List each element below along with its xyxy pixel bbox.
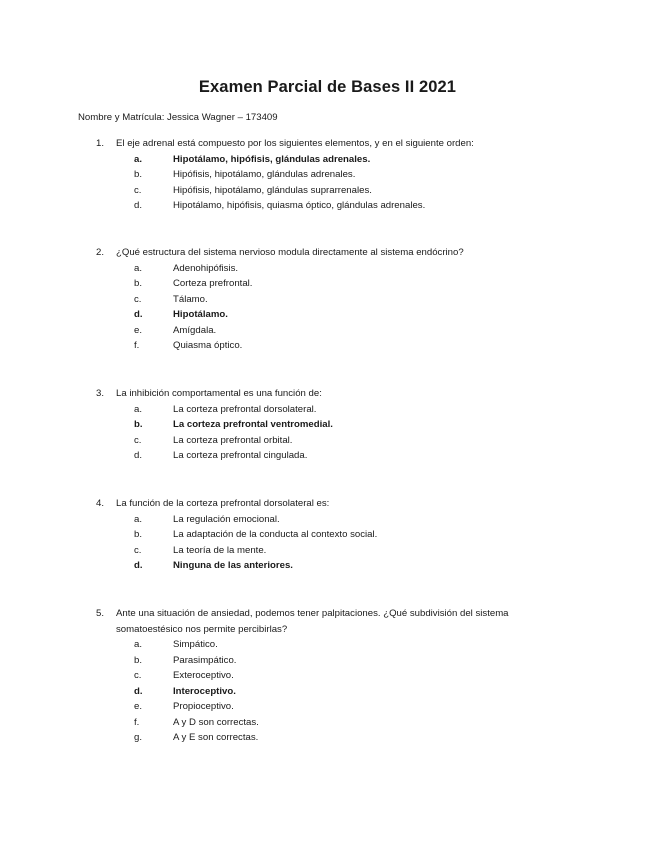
option-text: La corteza prefrontal orbital. xyxy=(173,434,293,446)
question-4 xyxy=(96,496,566,574)
option-3a xyxy=(96,402,566,418)
option-letter: b. xyxy=(134,419,143,430)
option-3b xyxy=(96,417,566,433)
option-letter: g. xyxy=(134,732,143,743)
option-1b xyxy=(96,167,566,183)
option-list xyxy=(96,402,566,464)
option-1c xyxy=(96,183,566,199)
option-letter: a. xyxy=(134,153,143,165)
option-letter: a. xyxy=(134,513,143,525)
option-4a xyxy=(96,512,566,528)
option-letter: d. xyxy=(134,309,143,320)
question-number: 1. xyxy=(96,138,105,149)
option-text: Exteroceptivo. xyxy=(173,670,234,681)
option-text: La teoría de la mente. xyxy=(173,544,267,556)
option-letter: a. xyxy=(134,403,143,415)
option-text: Hipófisis, hipotálamo, glándulas adrenales. xyxy=(173,169,356,180)
option-5c xyxy=(96,668,566,684)
option-text: Hipotálamo. xyxy=(173,309,228,320)
option-letter: b. xyxy=(134,169,143,180)
option-text: Hipotálamo, hipófisis, glándulas adrenales. xyxy=(173,153,371,165)
option-text: La regulación emocional. xyxy=(173,513,280,525)
option-5e xyxy=(96,699,566,715)
option-letter: d. xyxy=(134,685,143,697)
question-text: La función de la corteza prefrontal dorsolateral es: xyxy=(116,498,330,509)
option-text: Tálamo. xyxy=(173,293,208,305)
option-letter: c. xyxy=(134,544,142,556)
option-text: Simpático. xyxy=(173,639,218,650)
option-text: La corteza prefrontal ventromedial. xyxy=(173,419,333,430)
option-5g xyxy=(96,730,566,746)
option-letter: e. xyxy=(134,324,143,336)
option-list xyxy=(96,261,566,354)
student-name-line: Nombre y Matrícula: Jessica Wagner – 173409 xyxy=(78,112,278,123)
option-letter: c. xyxy=(134,184,142,196)
option-5b xyxy=(96,653,566,669)
question-5 xyxy=(96,606,566,746)
option-text: Corteza prefrontal. xyxy=(173,278,253,289)
option-text: Parasimpático. xyxy=(173,654,237,666)
option-letter: d. xyxy=(134,560,143,571)
option-text: Quiasma óptico. xyxy=(173,340,243,351)
option-4d xyxy=(96,558,566,574)
option-text: Interoceptivo. xyxy=(173,685,236,697)
option-2c xyxy=(96,292,566,308)
question-number: 3. xyxy=(96,388,105,399)
question-2 xyxy=(96,245,566,354)
document-title: Examen Parcial de Bases II 2021 xyxy=(198,78,457,96)
option-text: Adenohipófisis. xyxy=(173,262,239,274)
option-text: A y D son correctas. xyxy=(173,716,259,728)
option-list xyxy=(96,512,566,574)
option-letter: b. xyxy=(134,654,143,666)
option-text: Propioceptivo. xyxy=(173,701,234,712)
option-letter: c. xyxy=(134,670,142,681)
option-2b xyxy=(96,276,566,292)
question-3 xyxy=(96,386,566,464)
option-text: Hipófisis, hipotálamo, glándulas suprarrenales. xyxy=(173,184,372,196)
option-4c xyxy=(96,543,566,559)
option-letter: b. xyxy=(134,278,143,289)
option-1a xyxy=(96,152,566,168)
option-letter: e. xyxy=(134,701,143,712)
option-list xyxy=(96,152,566,214)
question-number: 5. xyxy=(96,608,105,619)
option-5f xyxy=(96,715,566,731)
option-letter: c. xyxy=(134,293,142,305)
option-letter: c. xyxy=(134,434,142,446)
option-text: La adaptación de la conducta al contexto social. xyxy=(173,529,378,540)
option-3d xyxy=(96,448,566,464)
option-3c xyxy=(96,433,566,449)
option-2a xyxy=(96,261,566,277)
question-text: La inhibición comportamental es una función de: xyxy=(116,388,322,399)
option-4b xyxy=(96,527,566,543)
option-list xyxy=(96,637,566,746)
question-text: Ante una situación de ansiedad, podemos tener palpitaciones. ¿Qué subdivisión del sistema somatoestésico nos permite percibirlas? xyxy=(116,608,509,635)
option-2e xyxy=(96,323,566,339)
option-1d xyxy=(96,198,566,214)
option-text: Ninguna de las anteriores. xyxy=(173,560,293,571)
option-letter: b. xyxy=(134,529,143,540)
question-number: 2. xyxy=(96,247,105,258)
option-5a xyxy=(96,637,566,653)
option-5d xyxy=(96,684,566,700)
option-text: La corteza prefrontal cingulada. xyxy=(173,450,308,461)
option-2f xyxy=(96,338,566,354)
option-text: La corteza prefrontal dorsolateral. xyxy=(173,403,317,415)
question-text: El eje adrenal está compuesto por los siguientes elementos, y en el siguiente orden: xyxy=(116,138,474,149)
option-letter: a. xyxy=(134,262,143,274)
question-text: ¿Qué estructura del sistema nervioso modula directamente al sistema endócrino? xyxy=(116,247,464,258)
question-1 xyxy=(96,136,566,214)
option-letter: f. xyxy=(134,340,140,351)
option-letter: d. xyxy=(134,200,143,211)
option-text: Amígdala. xyxy=(173,324,217,336)
option-text: Hipotálamo, hipófisis, quiasma óptico, glándulas adrenales. xyxy=(173,200,426,211)
option-2d xyxy=(96,307,566,323)
question-number: 4. xyxy=(96,498,105,509)
option-letter: a. xyxy=(134,639,143,650)
option-letter: d. xyxy=(134,450,143,461)
option-text: A y E son correctas. xyxy=(173,732,259,743)
option-letter: f. xyxy=(134,716,140,728)
